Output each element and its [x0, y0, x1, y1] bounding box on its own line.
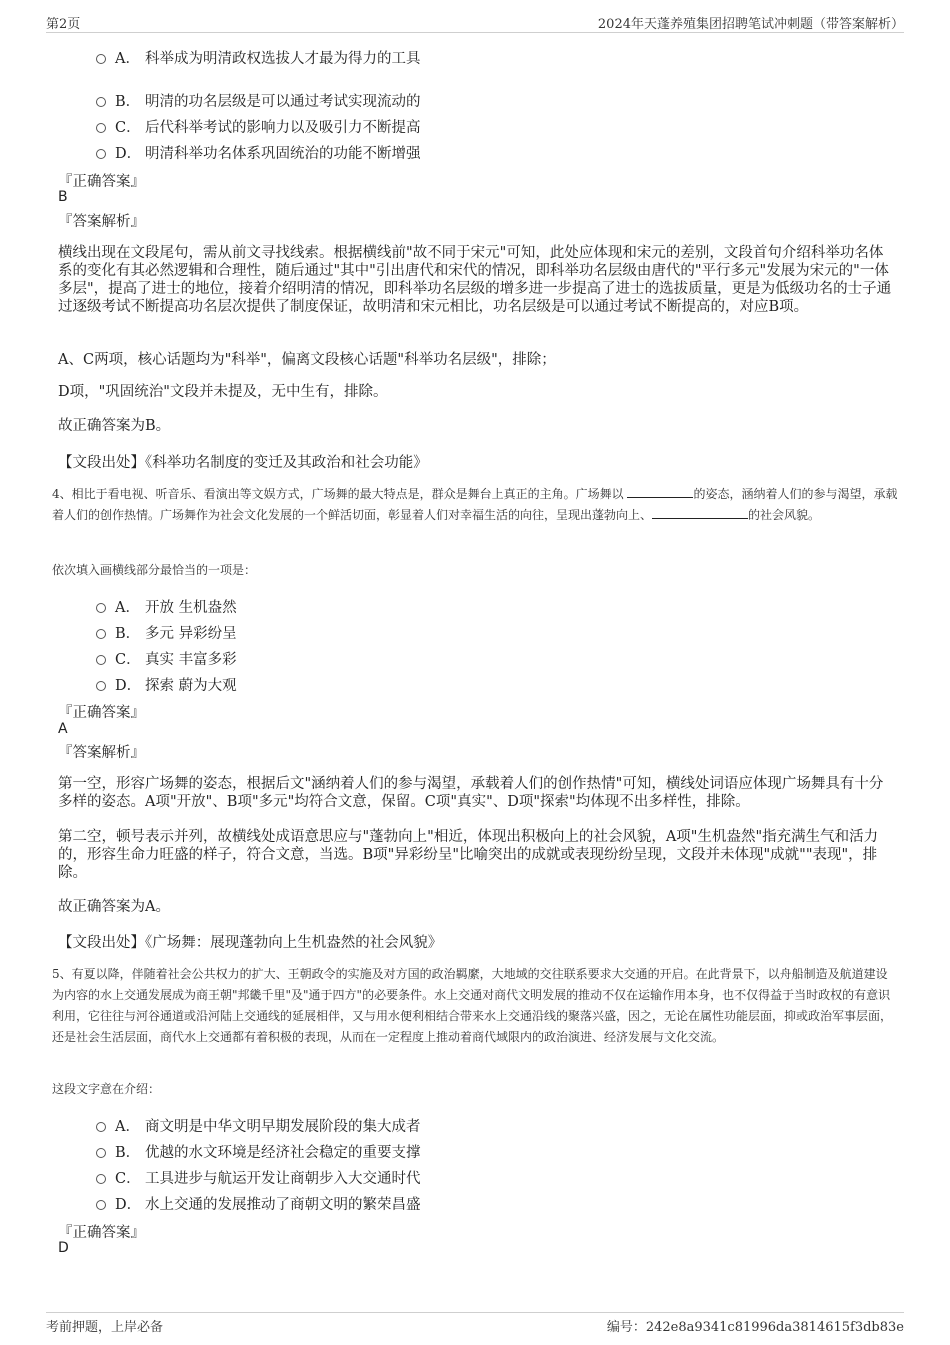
q3-option-d[interactable]: D． 明清科举功名体系巩固统治的功能不断增强 — [96, 142, 421, 163]
radio-icon[interactable] — [96, 629, 106, 639]
q4-option-a[interactable]: A． 开放 生机盎然 — [96, 596, 237, 617]
q4-question-text: 4、相比于看电视、听音乐、看演出等文娱方式，广场舞的最大特点是，群众是舞台上真正的主角。广场舞以 的姿态，涵纳着人们的参与渴望，承载着人们的创作热情。广场舞作为社会文化发展的一个鲜活切面，彰显着人们对幸福生活的向往，呈现出蓬勃向上、 的社会风貌。 — [52, 487, 898, 522]
q5-option-b[interactable]: B． 优越的水文环境是经济社会稳定的重要支撑 — [96, 1141, 421, 1162]
q3-analysis-paragraph: A、C两项，核心话题均为"科举"，偏离文段核心话题"科举功名层级"，排除； — [58, 352, 556, 368]
q3-answer: B — [58, 189, 68, 205]
q4-analysis-label: 『答案解析』 — [58, 745, 145, 761]
document-title: 2024年天蓬养殖集团招聘笔试冲刺题（带答案解析） — [597, 17, 904, 32]
page-number: 第2页 — [46, 17, 81, 32]
q5-answer-label: 『正确答案』 — [58, 1225, 145, 1241]
q5-prompt: 这段文字意在介绍： — [52, 1082, 161, 1096]
q3-analysis-paragraph: D项，"巩固统治"文段并未提及，无中生有，排除。 — [58, 384, 388, 400]
q4-answer: A — [58, 721, 68, 737]
q4-analysis-conclusion: 故正确答案为A。 — [58, 899, 170, 915]
radio-icon[interactable] — [96, 149, 106, 159]
q5-option-d[interactable]: D． 水上交通的发展推动了商朝文明的繁荣昌盛 — [96, 1193, 421, 1214]
radio-icon[interactable] — [96, 1148, 106, 1158]
radio-icon[interactable] — [96, 681, 106, 691]
q3-analysis-label: 『答案解析』 — [58, 214, 145, 230]
q5-answer: D — [58, 1240, 69, 1256]
q3-analysis-paragraph: 横线出现在文段尾句，需从前文寻找线索。根据横线前"故不同于宋元"可知，此处应体现和宋元的差别，文段首句介绍科举功名体系的变化有其必然逻辑和合理性，随后通过"其中"引出唐代和宋代的情况，即科举功名层级由唐代的"平行多元"发展为宋元的"一体多层"，提高了进士的地位，接着介绍明清的情况，即科举功名层级的增多进一步提高了进士的选拔质量，更是为低级功名的士子通过逐级考试不断提高功名层次提供了制度保证，故明清和宋元相比，功名层级是可以通过考试不断提高的，对应B项。 — [58, 245, 892, 315]
q4-analysis-paragraph: 第一空，形容广场舞的姿态，根据后文"涵纳着人们的参与渴望，承载着人们的创作热情"可知，横线处词语应体现广场舞具有十分多样的姿态。A项"开放"、B项"多元"均符合文意，保留。C项"真实"、D项"探索"均体现不出多样性，排除。 — [58, 776, 884, 810]
radio-icon[interactable] — [96, 1122, 106, 1132]
q5-option-c[interactable]: C． 工具进步与航运开发让商朝步入大交通时代 — [96, 1167, 421, 1188]
q4-option-d[interactable]: D． 探索 蔚为大观 — [96, 674, 237, 695]
fill-blank — [627, 486, 693, 498]
q4-source: 【文段出处】《广场舞：展现蓬勃向上生机盎然的社会风貌》 — [58, 935, 443, 951]
page-footer — [46, 1312, 904, 1337]
radio-icon[interactable] — [96, 97, 106, 107]
q3-option-b[interactable]: B． 明清的功名层级是可以通过考试实现流动的 — [96, 90, 421, 111]
radio-icon[interactable] — [96, 655, 106, 665]
q4-option-c[interactable]: C． 真实 丰富多彩 — [96, 648, 237, 669]
document-id: 编号：242e8a9341c81996da3814615f3db83e — [606, 1320, 904, 1335]
q3-answer-label: 『正确答案』 — [58, 174, 145, 190]
fill-blank — [652, 507, 748, 519]
q3-option-a[interactable]: A． 科举成为明清政权选拔人才最为得力的工具 — [96, 47, 421, 68]
q4-answer-label: 『正确答案』 — [58, 705, 145, 721]
radio-icon[interactable] — [96, 54, 106, 64]
q5-question-text: 5、有夏以降，伴随着社会公共权力的扩大、王朝政令的实施及对方国的政治羁縻，大地域的交往联系要求大交通的开启。在此背景下，以舟船制造及航道建设为内容的水上交通发展成为商王朝"邦畿千里"及"通于四方"的必要条件。水上交通对商代文明发展的推动不仅在运输作用本身，也不仅得益于当时政权的有意识利用，它往往与河谷通道或沿河陆上交通线的延展相伴，又与用水便利相结合带来水上交通沿线的聚落兴盛，因之，无论在属性功能层面，抑或政治军事层面，还是社会生活层面，商代水上交通都有着积极的表现，从而在一定程度上推动着商代域限内的政治演进、经济发展与文化交流。 — [52, 967, 893, 1044]
q3-option-c[interactable]: C． 后代科举考试的影响力以及吸引力不断提高 — [96, 116, 421, 137]
footer-slogan: 考前押题，上岸必备 — [46, 1320, 164, 1335]
q4-prompt: 依次填入画横线部分最恰当的一项是： — [52, 563, 257, 577]
q4-option-b[interactable]: B． 多元 异彩纷呈 — [96, 622, 237, 643]
q5-option-a[interactable]: A． 商文明是中华文明早期发展阶段的集大成者 — [96, 1115, 421, 1136]
radio-icon[interactable] — [96, 1200, 106, 1210]
q4-analysis-paragraph: 第二空，顿号表示并列，故横线处成语意思应与"蓬勃向上"相近，体现出积极向上的社会风貌，A项"生机盎然"指充满生气和活力的，形容生命力旺盛的样子，符合文意，当选。B项"异彩纷呈"比喻突出的成就或表现纷纷呈现，文段并未体现"成就""表现"，排除。 — [58, 829, 879, 881]
q3-source: 【文段出处】《科举功名制度的变迁及其政治和社会功能》 — [58, 455, 428, 471]
radio-icon[interactable] — [96, 603, 106, 613]
page-header — [46, 10, 904, 33]
radio-icon[interactable] — [96, 1174, 106, 1184]
q3-analysis-conclusion: 故正确答案为B。 — [58, 418, 171, 434]
radio-icon[interactable] — [96, 123, 106, 133]
